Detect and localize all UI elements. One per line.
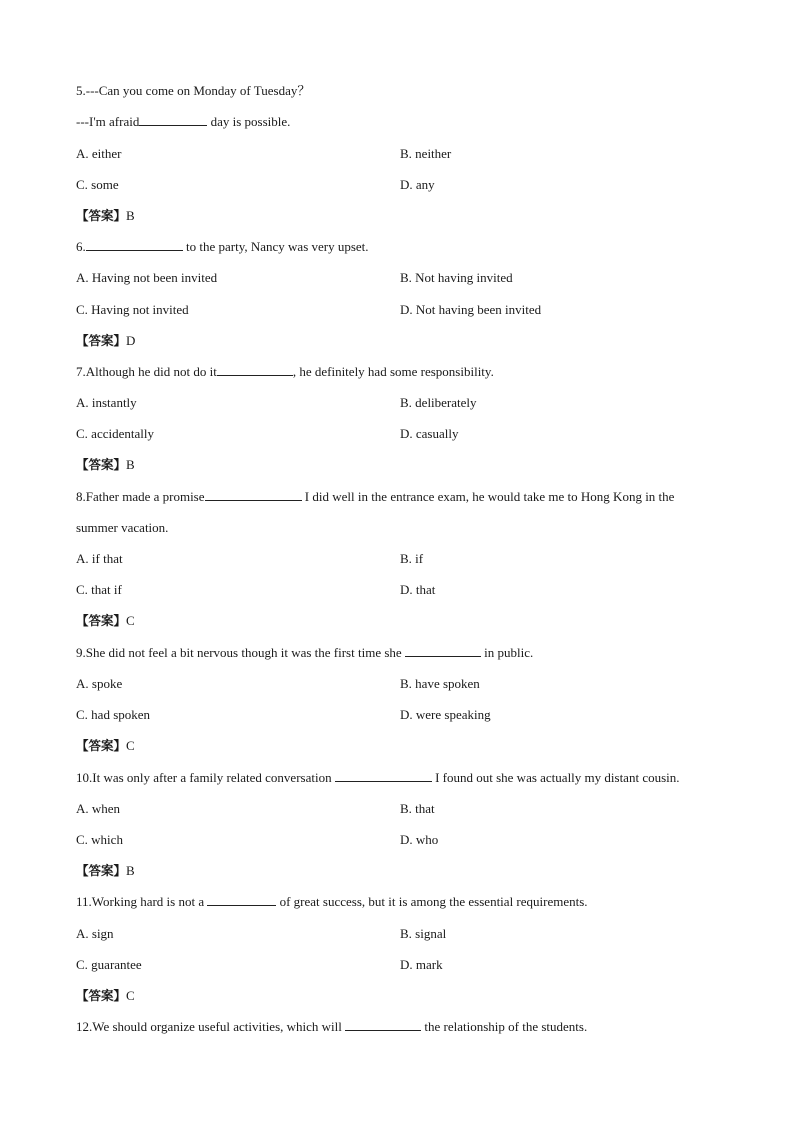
option-b: B. Not having invited — [400, 270, 513, 285]
question-8-stem: 8.Father made a promise I did well in the entrance exam, he would take me to Hong Kong in the — [76, 489, 675, 504]
question-11-options-row1 — [76, 925, 724, 943]
answer-blank — [335, 769, 432, 782]
question-5-options-row1 — [76, 145, 724, 163]
question-8-answer: 【答案】C — [76, 613, 135, 628]
question-12-stem: 12.We should organize useful activities, which will the relationship of the students. — [76, 1019, 588, 1034]
question-9-stem: 9.She did not feel a bit nervous though it was the first time she in public. — [76, 645, 534, 660]
question-7-options-row2 — [76, 425, 724, 443]
option-b: B. have spoken — [400, 676, 480, 691]
option-c: C. which — [76, 832, 123, 847]
question-10-options-row1 — [76, 800, 724, 818]
option-d: D. that — [400, 582, 436, 597]
option-c: C. had spoken — [76, 707, 151, 722]
option-b: B. deliberately — [400, 395, 477, 410]
option-c: C. Having not invited — [76, 302, 189, 317]
option-c: C. guarantee — [76, 957, 142, 972]
question-6-stem: 6. to the party, Nancy was very upset. — [76, 239, 369, 254]
question-10-options-row2 — [76, 831, 724, 849]
answer-blank — [207, 893, 276, 906]
option-c: C. some — [76, 177, 119, 192]
option-d: D. who — [400, 832, 439, 847]
question-5-answer: 【答案】B — [76, 208, 135, 223]
option-b: B. neither — [400, 146, 452, 161]
option-a: A. instantly — [76, 395, 137, 410]
option-a: A. sign — [76, 926, 114, 941]
question-11-stem: 11.Working hard is not a of great success, but it is among the essential requirements. — [76, 894, 588, 909]
option-d: D. casually — [400, 426, 459, 441]
question-9-answer: 【答案】C — [76, 738, 135, 753]
answer-blank — [139, 113, 207, 126]
option-b: B. that — [400, 801, 435, 816]
question-9-options-row2 — [76, 706, 724, 724]
question-11-answer: 【答案】C — [76, 988, 135, 1003]
option-a: A. Having not been invited — [76, 270, 218, 285]
question-7-stem: 7.Although he did not do it , he definitely had some responsibility. — [76, 364, 494, 379]
question-8-stem-line2: summer vacation. — [76, 520, 169, 535]
answer-blank — [205, 488, 302, 501]
question-6-options-row1 — [76, 269, 724, 287]
question-9-options-row1 — [76, 675, 724, 693]
option-a: A. if that — [76, 551, 123, 566]
option-d: D. mark — [400, 957, 443, 972]
question-8-options-row1 — [76, 550, 724, 568]
answer-blank — [345, 1018, 421, 1031]
option-a: A. either — [76, 146, 122, 161]
answer-blank — [217, 363, 293, 376]
option-d: D. Not having been invited — [400, 302, 542, 317]
option-c: C. that if — [76, 582, 122, 597]
option-d: D. were speaking — [400, 707, 491, 722]
question-6-options-row2 — [76, 301, 724, 319]
answer-blank — [86, 238, 183, 251]
question-7-answer: 【答案】B — [76, 457, 135, 472]
option-d: D. any — [400, 177, 435, 192]
option-b: B. signal — [400, 926, 447, 941]
option-a: A. spoke — [76, 676, 123, 691]
question-8-options-row2 — [76, 581, 724, 599]
question-10-stem: 10.It was only after a family related conversation I found out she was actually my distant cousin. — [76, 770, 680, 785]
question-11-options-row2 — [76, 956, 724, 974]
question-7-options-row1 — [76, 394, 724, 412]
question-10-answer: 【答案】B — [76, 863, 135, 878]
option-a: A. when — [76, 801, 121, 816]
option-b: B. if — [400, 551, 424, 566]
answer-blank — [405, 644, 481, 657]
question-5-stem: 5.---Can you come on Monday of Tuesday？ — [76, 83, 311, 98]
question-5-stem-line2: ---I'm afraid day is possible. — [76, 114, 291, 129]
question-6-answer: 【答案】D — [76, 333, 136, 348]
question-5-options-row2 — [76, 176, 724, 194]
option-c: C. accidentally — [76, 426, 154, 441]
